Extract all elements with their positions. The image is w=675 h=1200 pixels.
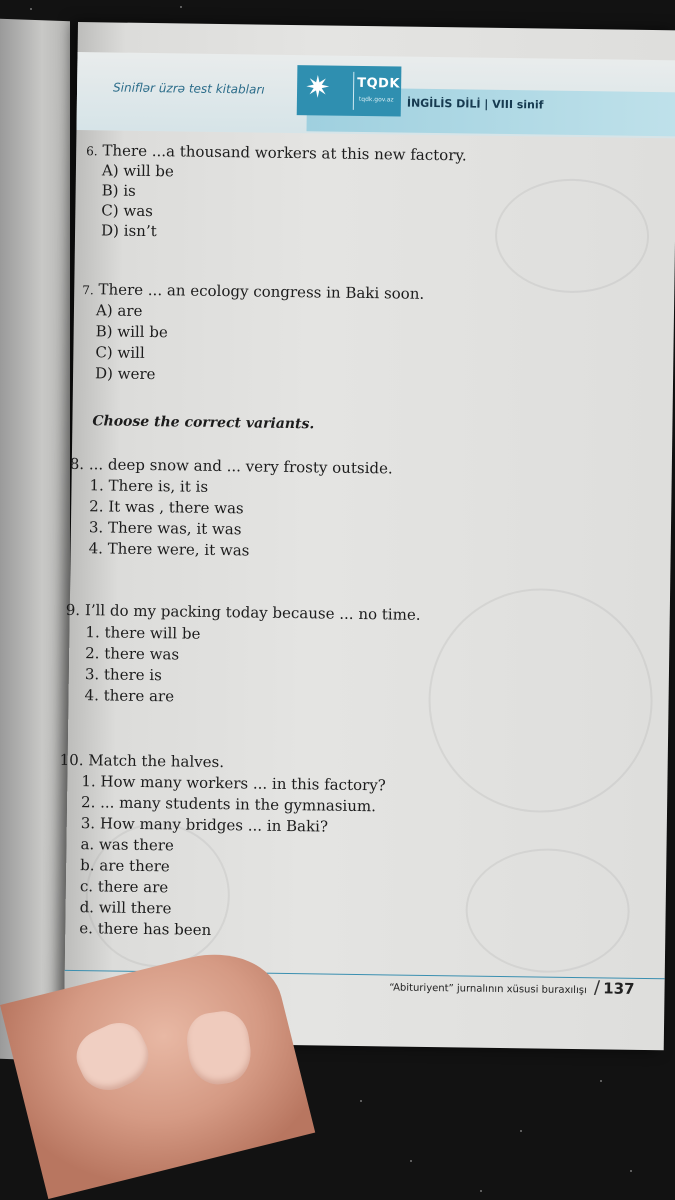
question-10: 10. Match the halves. [59, 750, 225, 772]
page-number: 137 [603, 979, 635, 998]
instruction-heading: Choose the correct variants. [92, 413, 315, 433]
q7-option-c: C) will [95, 343, 145, 362]
tqdk-logo: ✷ TQDK tqdk.gov.az [297, 65, 402, 116]
question-6: 6. There ...a thousand workers at this new factory. [86, 141, 467, 165]
q6-option-d: D) isn’t [100, 221, 157, 241]
q8-option-2: 2. It was , there was [89, 497, 244, 518]
q10-option-e: e. there has been [79, 919, 212, 939]
q10-option-d: d. will there [79, 898, 172, 918]
q8-option-3: 3. There was, it was [88, 518, 242, 539]
q7-option-d: D) were [94, 364, 156, 384]
q6-option-c: C) was [101, 201, 154, 221]
q10-option-b: b. are there [80, 856, 170, 876]
subject-title: İNGİLİS DİLİ | VIII sinif [406, 96, 544, 112]
book-page [59, 22, 675, 1050]
q6-option-a: A) will be [101, 161, 174, 181]
q9-option-1: 1. there will be [85, 623, 201, 643]
q7-option-a: A) are [95, 301, 143, 320]
q8-option-1: 1. There is, it is [89, 476, 209, 496]
q10-option-a: a. was there [80, 835, 174, 855]
q10-option-c: c. there are [79, 877, 169, 897]
q10-item-3: 3. How many bridges ... in Baki? [80, 814, 329, 836]
q8-option-4: 4. There were, it was [88, 539, 250, 560]
q6-option-b: B) is [101, 181, 136, 200]
q9-option-2: 2. there was [85, 644, 180, 664]
journal-name: “Abituriyent” jurnalının xüsusi buraxılışı [389, 982, 587, 997]
q9-option-4: 4. there are [84, 686, 175, 706]
q10-item-2: 2. ... many students in the gymnasium. [80, 793, 377, 816]
question-7: 7. There ... an ecology congress in Baki soon. [82, 280, 425, 303]
q9-option-3: 3. there is [84, 665, 162, 685]
q10-item-1: 1. How many workers ... in this factory? [81, 772, 386, 795]
q7-option-b: B) will be [95, 322, 168, 342]
left-page-edge [0, 19, 70, 1061]
star-emblem-icon: ✷ [304, 70, 331, 106]
question-8: 8. ... deep snow and ... very frosty outside. [69, 454, 393, 478]
page-footer: “Abituriyent” jurnalının xüsusi buraxılışı / 137 [389, 977, 635, 999]
question-9: 9. I’ll do my packing today because ... no time. [65, 600, 421, 624]
series-title: Siniflər üzrə test kitabları [112, 80, 265, 97]
